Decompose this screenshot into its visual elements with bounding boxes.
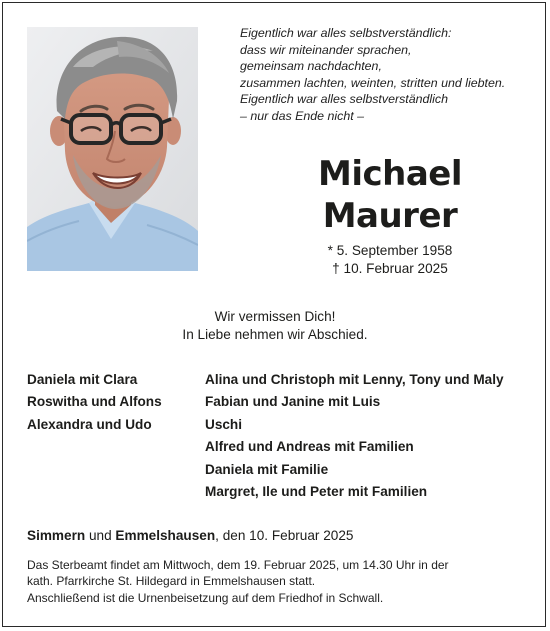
first-name: Michael	[317, 154, 462, 194]
mourners-right-column	[205, 369, 504, 503]
mourner-entry: Alfred und Andreas mit Familien	[205, 439, 414, 455]
notice-date: , den 10. Februar 2025	[215, 528, 354, 543]
mourner-entry: Margret, Ile und Peter mit Familien	[205, 484, 428, 500]
closing-line: In Liebe nehmen wir Abschied.	[182, 327, 368, 342]
poem	[240, 25, 530, 125]
poem-line: Eigentlich war alles selbstverständlich:	[240, 26, 452, 40]
place-and-date	[27, 528, 353, 543]
notice-line: Das Sterbeamt findet am Mittwoch, dem 19. Februar 2025, um 14.30 Uhr in der	[27, 558, 449, 572]
notice-line: Anschließend ist die Urnenbeisetzung auf dem Friedhof in Schwall.	[27, 590, 384, 605]
town-emmelshausen: Emmelshausen	[115, 528, 216, 543]
closing-line: Wir vermissen Dich!	[214, 309, 336, 324]
poem-line: Eigentlich war alles selbstverständlich	[240, 92, 448, 107]
birth-date: * 5. September 1958	[327, 243, 453, 258]
mourner-entry: Daniela mit Clara	[27, 372, 138, 387]
mourner-entry: Uschi	[205, 416, 243, 432]
notice-line: kath. Pfarrkirche St. Hildegard in Emmelshausen statt.	[27, 574, 316, 589]
portrait-photo	[27, 27, 198, 271]
death-date: † 10. Februar 2025	[332, 261, 448, 276]
last-name: Maurer	[322, 196, 458, 236]
mourners-left-column	[27, 369, 162, 436]
town-simmern: Simmern	[27, 528, 86, 543]
poem-line: gemeinsam nachdachten,	[240, 59, 382, 74]
mourner-entry: Roswitha und Alfons	[27, 394, 162, 410]
mourner-entry: Alexandra und Udo	[27, 416, 152, 432]
poem-line: – nur das Ende nicht –	[240, 108, 364, 123]
mourner-entry: Daniela mit Familie	[205, 461, 329, 477]
poem-line: dass wir miteinander sprachen,	[240, 42, 412, 57]
mourner-entry: Alina und Christoph mit Lenny, Tony und Maly	[205, 372, 504, 387]
place-joiner: und	[88, 528, 112, 543]
poem-line: zusammen lachten, weinten, stritten und liebten.	[240, 75, 506, 90]
mourner-entry: Fabian und Janine mit Luis	[205, 394, 381, 410]
service-notice	[27, 557, 527, 606]
